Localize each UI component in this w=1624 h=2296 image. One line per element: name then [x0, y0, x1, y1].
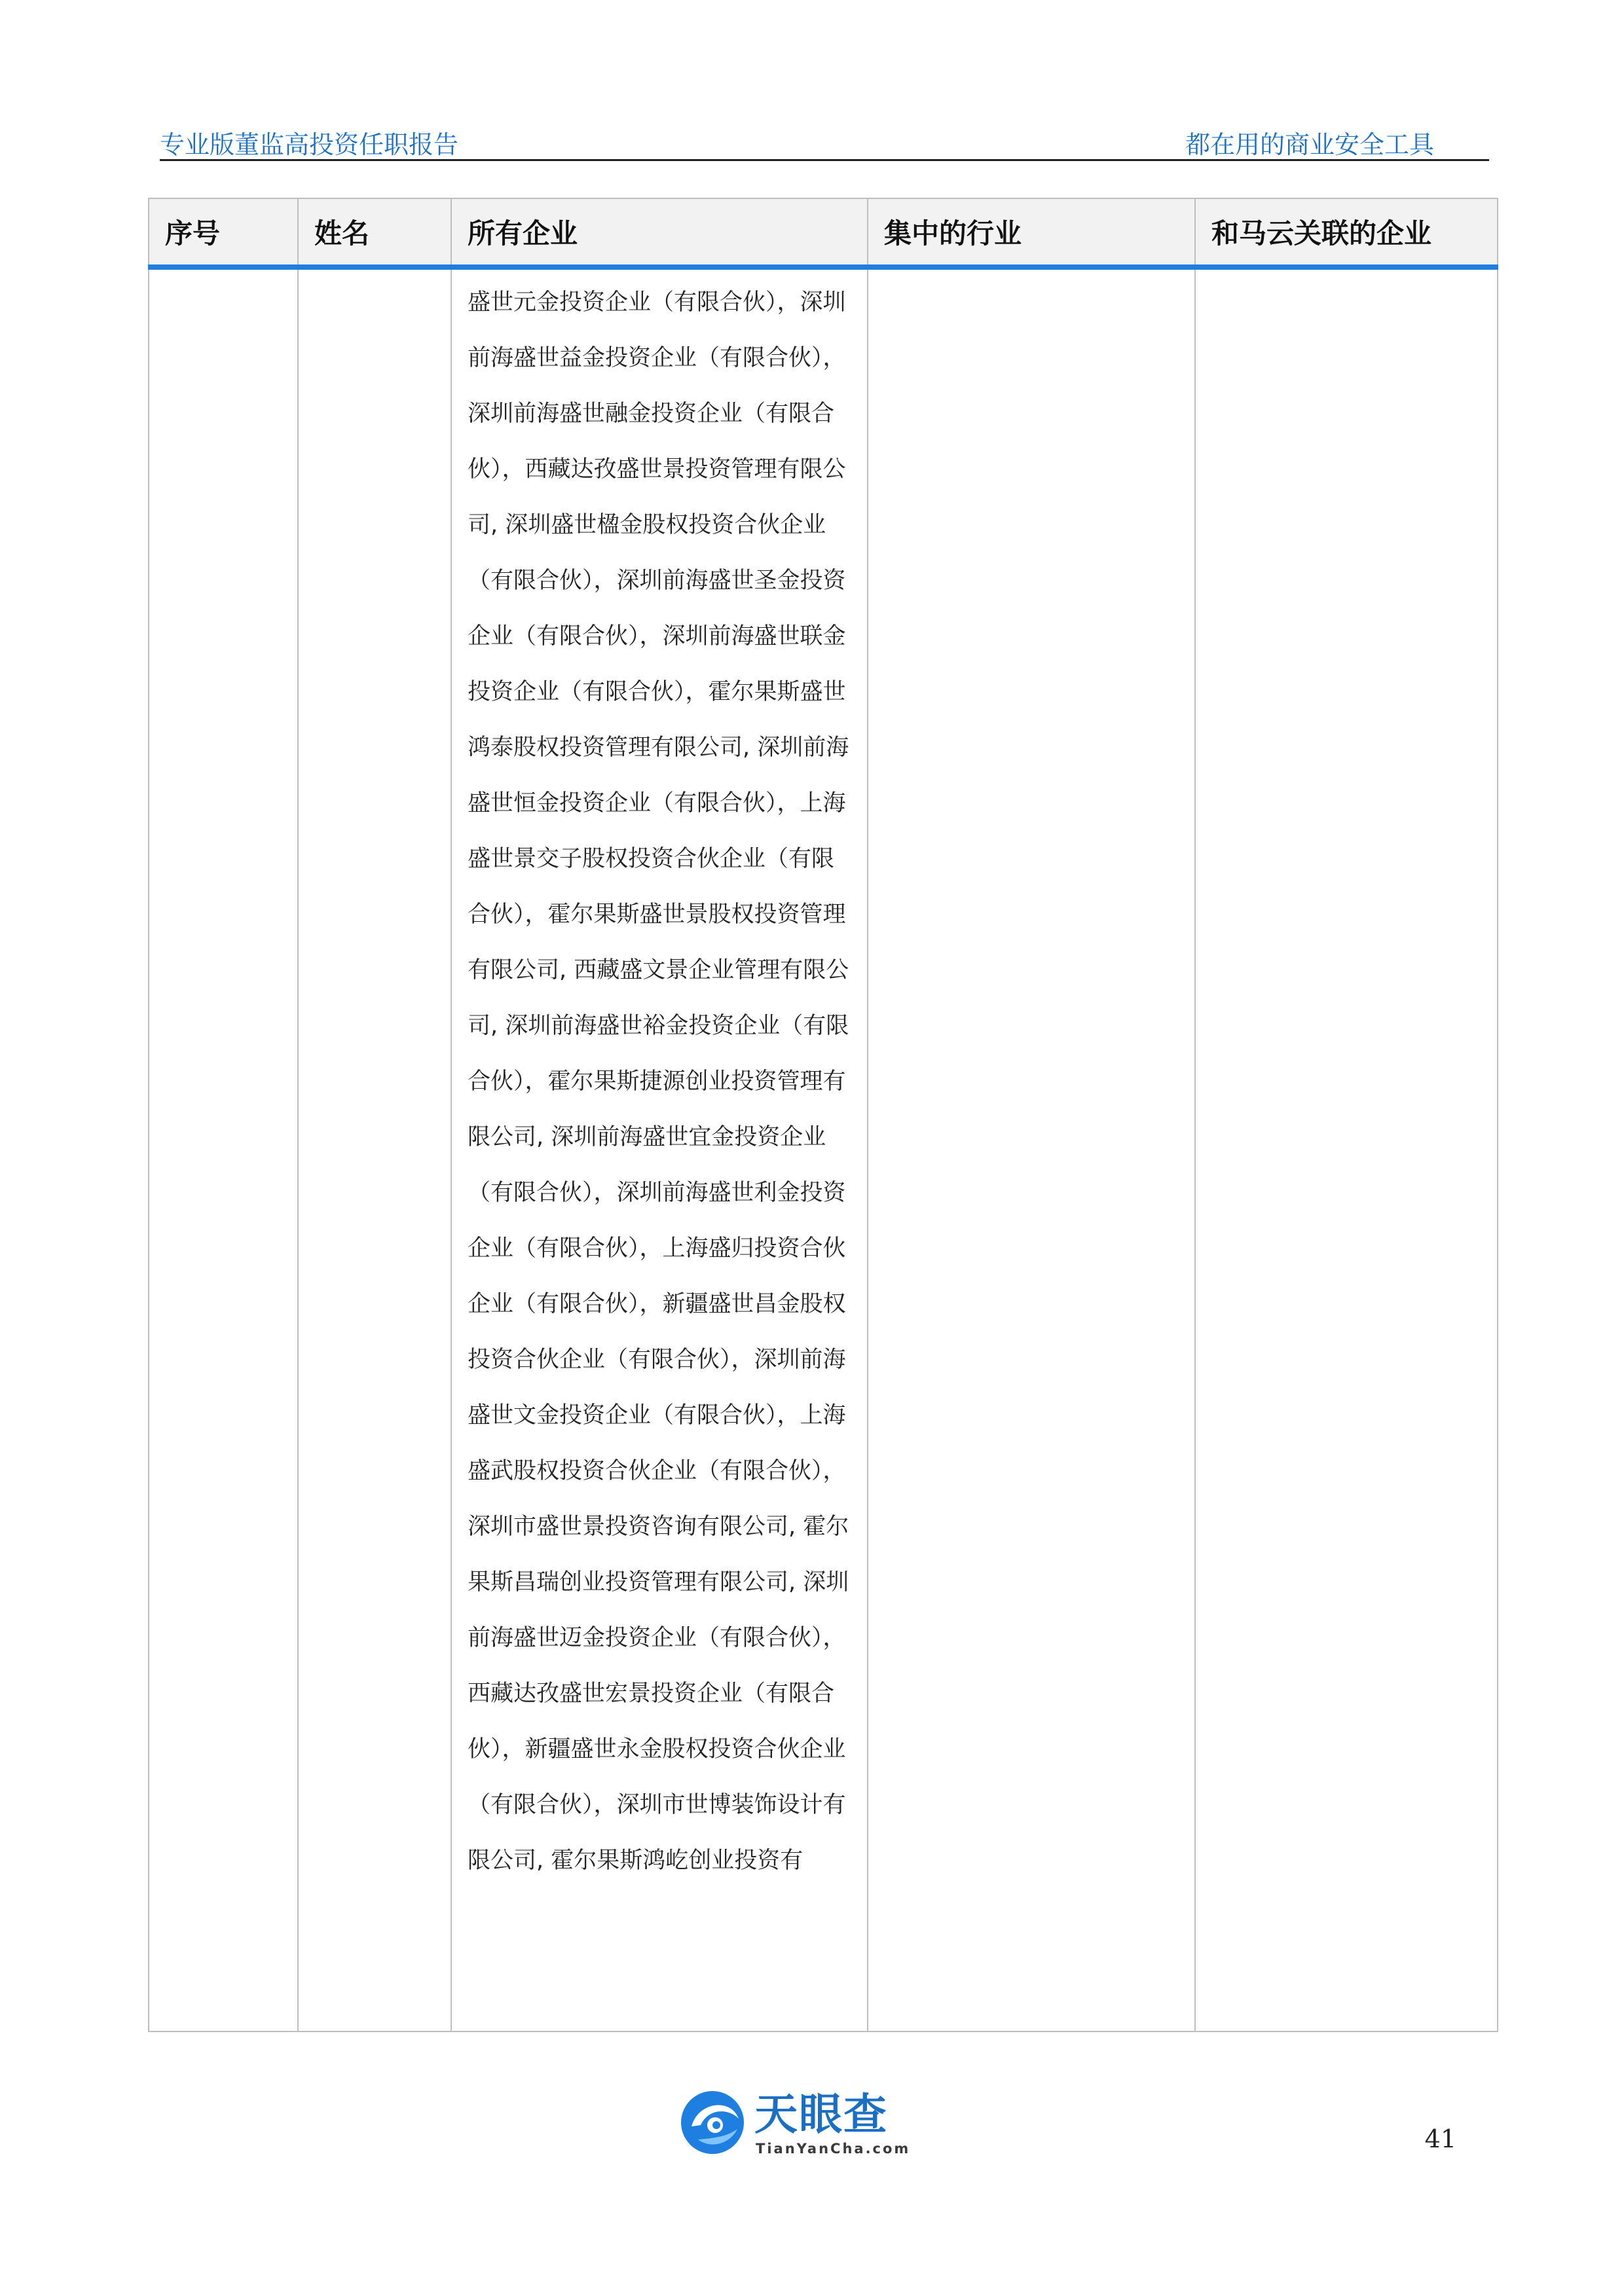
cell-related-companies — [1195, 267, 1498, 2032]
logo-english-text: TianYanCha.com — [756, 2141, 911, 2157]
cell-index — [149, 267, 298, 2032]
column-header-index: 序号 — [149, 198, 298, 267]
cell-name — [298, 267, 451, 2032]
report-title: 专业版董监高投资任职报告 — [160, 130, 459, 159]
column-header-name: 姓名 — [298, 198, 451, 267]
investment-table — [148, 198, 1498, 2032]
cell-companies — [451, 267, 868, 2032]
table-row — [149, 267, 1498, 2032]
logo-chinese-text: 天眼查 — [754, 2089, 888, 2140]
report-slogan: 都在用的商业安全工具 — [1185, 130, 1434, 159]
cell-industry — [868, 267, 1195, 2032]
header-divider — [160, 159, 1489, 161]
page-number: 41 — [1424, 2124, 1456, 2153]
tianyancha-logo-icon — [678, 2088, 747, 2157]
companies-list: 盛世元金投资企业（有限合伙），深圳前海盛世益金投资企业（有限合伙），深圳前海盛世融金投资企业（有限合伙），西藏达孜盛世景投资管理有限公司, 深圳盛世楹金股权投资合伙企业（有限合伙），深圳前海盛世圣金投资企业（有限合伙），深圳前海盛世联金投资企业（有限合伙），霍尔果斯盛世鸿泰股权投资管理有限公司, 深圳前海盛世恒金投资企业（有限合伙），上海盛世景交子股权投资合伙企业（有限合伙），霍尔果斯盛世景股权投资管理有限公司, 西藏盛文景企业管理有限公司, 深圳前海盛世裕金投资企业（有限合伙），霍尔果斯捷源创业投资管理有限公司, 深圳前海盛世宜金投资企业（有限合伙），深圳前海盛世利金投资企业（有限合伙），上海盛归投资合伙企业（有限合伙），新疆盛世昌金股权投资合伙企业（有限合伙），深圳前海盛世文金投资企业（有限合伙），上海盛武股权投资合伙企业（有限合伙），深圳市盛世景投资咨询有限公司, 霍尔果斯昌瑞创业投资管理有限公司, 深圳前海盛世迈金投资企业（有限合伙），西藏达孜盛世宏景投资企业（有限合伙），新疆盛世永金股权投资合伙企业（有限合伙），深圳市世博装饰设计有限公司, 霍尔果斯鸿屹创业投资有 — [468, 289, 849, 1874]
table-header-row — [149, 198, 1498, 267]
column-header-companies: 所有企业 — [451, 198, 868, 267]
column-header-industry: 集中的行业 — [868, 198, 1195, 267]
column-header-related-companies: 和马云关联的企业 — [1195, 198, 1498, 267]
tianyancha-logo — [678, 2088, 914, 2160]
